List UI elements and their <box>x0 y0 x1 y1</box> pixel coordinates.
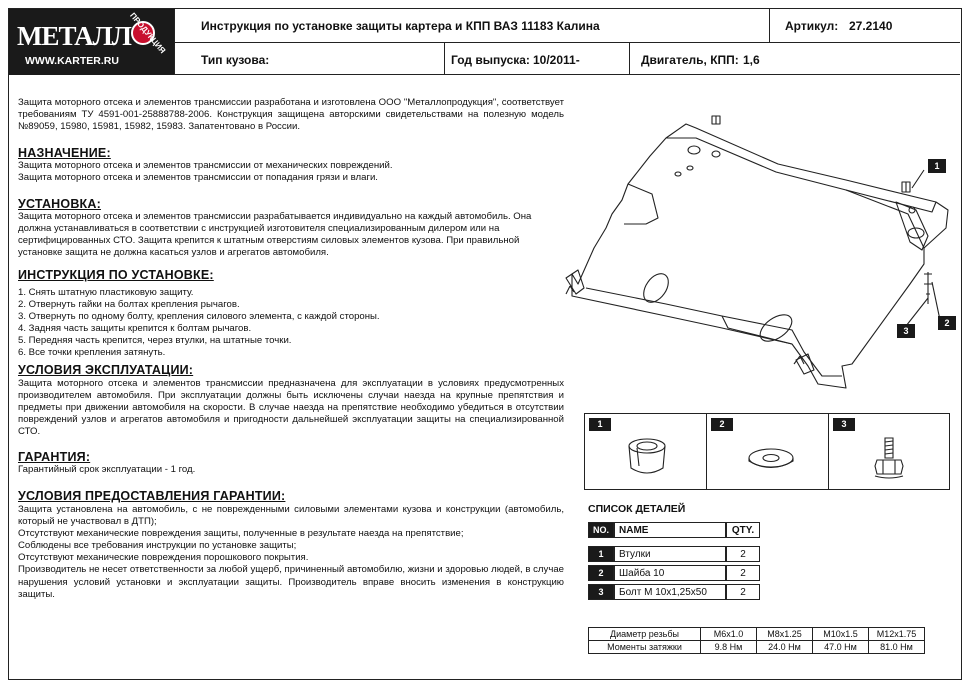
logo <box>9 9 175 75</box>
table-row <box>588 565 760 581</box>
torque-row-value <box>589 641 925 654</box>
parts-list-title: СПИСОК ДЕТАЛЕЙ <box>588 503 686 515</box>
body-type-label: Тип кузова: <box>201 53 270 67</box>
plate-opening <box>908 228 924 238</box>
section-title-purpose: НАЗНАЧЕНИЕ: <box>18 146 111 160</box>
callout-3: 3 <box>897 324 915 338</box>
engine-label: Двигатель, КПП: <box>641 53 739 67</box>
fold-line <box>846 190 924 248</box>
purpose-text <box>18 160 564 184</box>
bolt-top <box>712 116 720 124</box>
plate-opening <box>675 172 681 176</box>
col-header-no: NO. <box>588 522 614 538</box>
section-title-warranty-terms: УСЛОВИЯ ПРЕДОСТАВЛЕНИЯ ГАРАНТИИ: <box>18 489 286 503</box>
step-item: 6. Все точки крепления затянуть. <box>18 347 166 359</box>
fold-line <box>624 184 658 224</box>
install-text: Защита моторного отсека и элементов трансмиссии разрабатывается индивидуально на каждый автомобиль. Она должна устанавливаться в соответствии с инструкцией изготовителя специализированным дилером или на сертифицированных СТО. Защита крепится к штатным отверстиям силовых элементов кузова. При правильной установке защита не должна касаться узлов и агрегатов автомобиля. <box>18 211 532 259</box>
thread-cell: M6x1.0 <box>701 628 757 641</box>
cell-no: 1 <box>588 546 614 562</box>
leader-line <box>912 170 924 188</box>
year-value: 10/2011- <box>533 53 580 67</box>
part-cell-washer <box>707 414 829 489</box>
col-header-qty: QTY. <box>726 522 760 538</box>
col-header-name: NAME <box>614 522 726 538</box>
article-label: Артикул: <box>785 19 839 33</box>
plate-opening <box>687 166 693 170</box>
logo-prod: ПРОДУКЦИЯ <box>128 11 168 56</box>
washer-icon <box>743 444 799 474</box>
engine-value: 1,6 <box>743 53 760 67</box>
table-row <box>588 546 760 562</box>
plate-opening <box>712 151 720 157</box>
part-cell-bushing <box>585 414 707 489</box>
article-value: 27.2140 <box>849 19 893 33</box>
thread-cell: M12x1.75 <box>869 628 925 641</box>
step-item: 4. Задняя часть защиты крепится к болтам рычагов. <box>18 323 252 335</box>
instructions-list <box>18 287 564 360</box>
skid-plate-drawing <box>546 98 962 398</box>
cell-name: Втулки <box>614 546 726 562</box>
table-row <box>588 584 760 600</box>
header <box>9 9 960 75</box>
section-title-warranty: ГАРАНТИЯ: <box>18 450 91 464</box>
logo-url: WWW.KARTER.RU <box>25 55 119 67</box>
rear-bracket-left <box>566 270 584 294</box>
cell-no: 3 <box>588 584 614 600</box>
bolt-icon <box>869 434 909 484</box>
plate-opening <box>688 146 700 154</box>
table-header-row <box>588 522 760 538</box>
parts-table <box>588 519 760 603</box>
cell-name: Шайба 10 <box>614 565 726 581</box>
section-title-instructions: ИНСТРУКЦИЯ ПО УСТАНОВКЕ: <box>18 268 214 282</box>
step-item: 3. Отвернуть по одному болту, крепления силового элемента, с каждой стороны. <box>18 311 380 323</box>
cell-name: Болт М 10х1,25х50 <box>614 584 726 600</box>
year-label: Год выпуска: <box>451 53 530 67</box>
purpose-line: Защита моторного отсека и элементов трансмиссии от механических повреждений. <box>18 160 393 171</box>
cell-qty: 2 <box>726 565 760 581</box>
section-title-install: УСТАНОВКА: <box>18 197 101 211</box>
torque-cell: 9.8 Нм <box>701 641 757 654</box>
header-divider <box>629 42 630 75</box>
callout-2: 2 <box>938 316 956 330</box>
part-number: 1 <box>589 418 611 431</box>
warranty-text: Гарантийный срок эксплуатации - 1 год. <box>18 464 196 475</box>
operation-text: Защита моторного отсека и элементов трансмиссии предназначена для эксплуатации в условиях предусмотренных производителем автомобиля. При эксплуатации должны быть исключены случаи наезда на крупные препятствия и предметы при движении автомобиля на скорости. В случае наезда на препятствие необходимо убедиться в отсутствии повреждений узлов и агрегатов автомобиля и пригодности дальнейшей эксплуатации защиты на специализированной СТО. <box>18 378 564 438</box>
torque-cell: 47.0 Нм <box>813 641 869 654</box>
cell-qty: 2 <box>726 546 760 562</box>
step-item: 1. Снять штатную пластиковую защиту. <box>18 287 194 298</box>
leader-line <box>906 298 928 326</box>
torque-row-label: Моменты затяжки <box>589 641 701 654</box>
warranty-terms-text: Защита установлена на автомобиль, с не поврежденными силовыми элементами кузова и конструкции (автомобиль, который не участвовал в ДТП); Отсутствуют механические повреждения защиты, полученные в результате наезда на препятствие; Соблюдены все требования инструкции по установке защиты; Отсутствуют механические повреждения порошкового покрытия. Производитель не несет ответственности за любой ущерб, причиненный автомобилю, жизни и здоровью людей, в случае нарушения условий установки и эксплуатации защиты. Производитель вправе вносить изменения в конструкцию защиты. <box>18 504 564 600</box>
fold-line <box>666 138 936 212</box>
part-cell-bolt <box>829 414 949 489</box>
step-item: 2. Отвернуть гайки на болтах крепления рычагов. <box>18 299 240 311</box>
intro-text: Защита моторного отсека и элементов трансмиссии разработана и изготовлена ООО "Металлопродукция", соответствует требованиям ТУ 4591-001-25888788-2006. Конструкция защищена авторскими свидетельствами на полезную модель №89059, 15980, 15981, 15982, 15983. Запатентовано в России. <box>18 97 564 133</box>
header-divider <box>175 42 960 43</box>
arrow <box>566 286 574 294</box>
torque-cell: 24.0 Нм <box>757 641 813 654</box>
plate-outline <box>572 124 948 388</box>
header-divider <box>444 42 445 75</box>
fastener-stack <box>924 272 932 304</box>
thread-cell: M8x1.25 <box>757 628 813 641</box>
torque-row-label: Диаметр резьбы <box>589 628 701 641</box>
logo-word: МЕТАЛЛ <box>17 21 131 51</box>
doc-title: Инструкция по установке защиты картера и КПП ВАЗ 11183 Калина <box>201 19 600 33</box>
parts-panel <box>584 413 950 490</box>
plate-opening <box>756 309 797 346</box>
part-number: 3 <box>833 418 855 431</box>
plate-opening <box>639 269 674 307</box>
bushing-icon <box>619 432 675 482</box>
section-title-operation: УСЛОВИЯ ЭКСПЛУАТАЦИИ: <box>18 363 194 377</box>
torque-table <box>588 627 925 654</box>
torque-cell: 81.0 Нм <box>869 641 925 654</box>
cell-qty: 2 <box>726 584 760 600</box>
bolt-right <box>902 182 910 192</box>
purpose-line: Защита моторного отсека и элементов трансмиссии от попадания грязи и влаги. <box>18 172 378 184</box>
part-number: 2 <box>711 418 733 431</box>
step-item: 5. Передняя часть крепится, через втулки, на штатные точки. <box>18 335 292 347</box>
cell-no: 2 <box>588 565 614 581</box>
header-divider <box>769 9 770 42</box>
callout-1: 1 <box>928 159 946 173</box>
thread-cell: M10x1.5 <box>813 628 869 641</box>
torque-row-thread <box>589 628 925 641</box>
leader-line <box>932 282 940 320</box>
